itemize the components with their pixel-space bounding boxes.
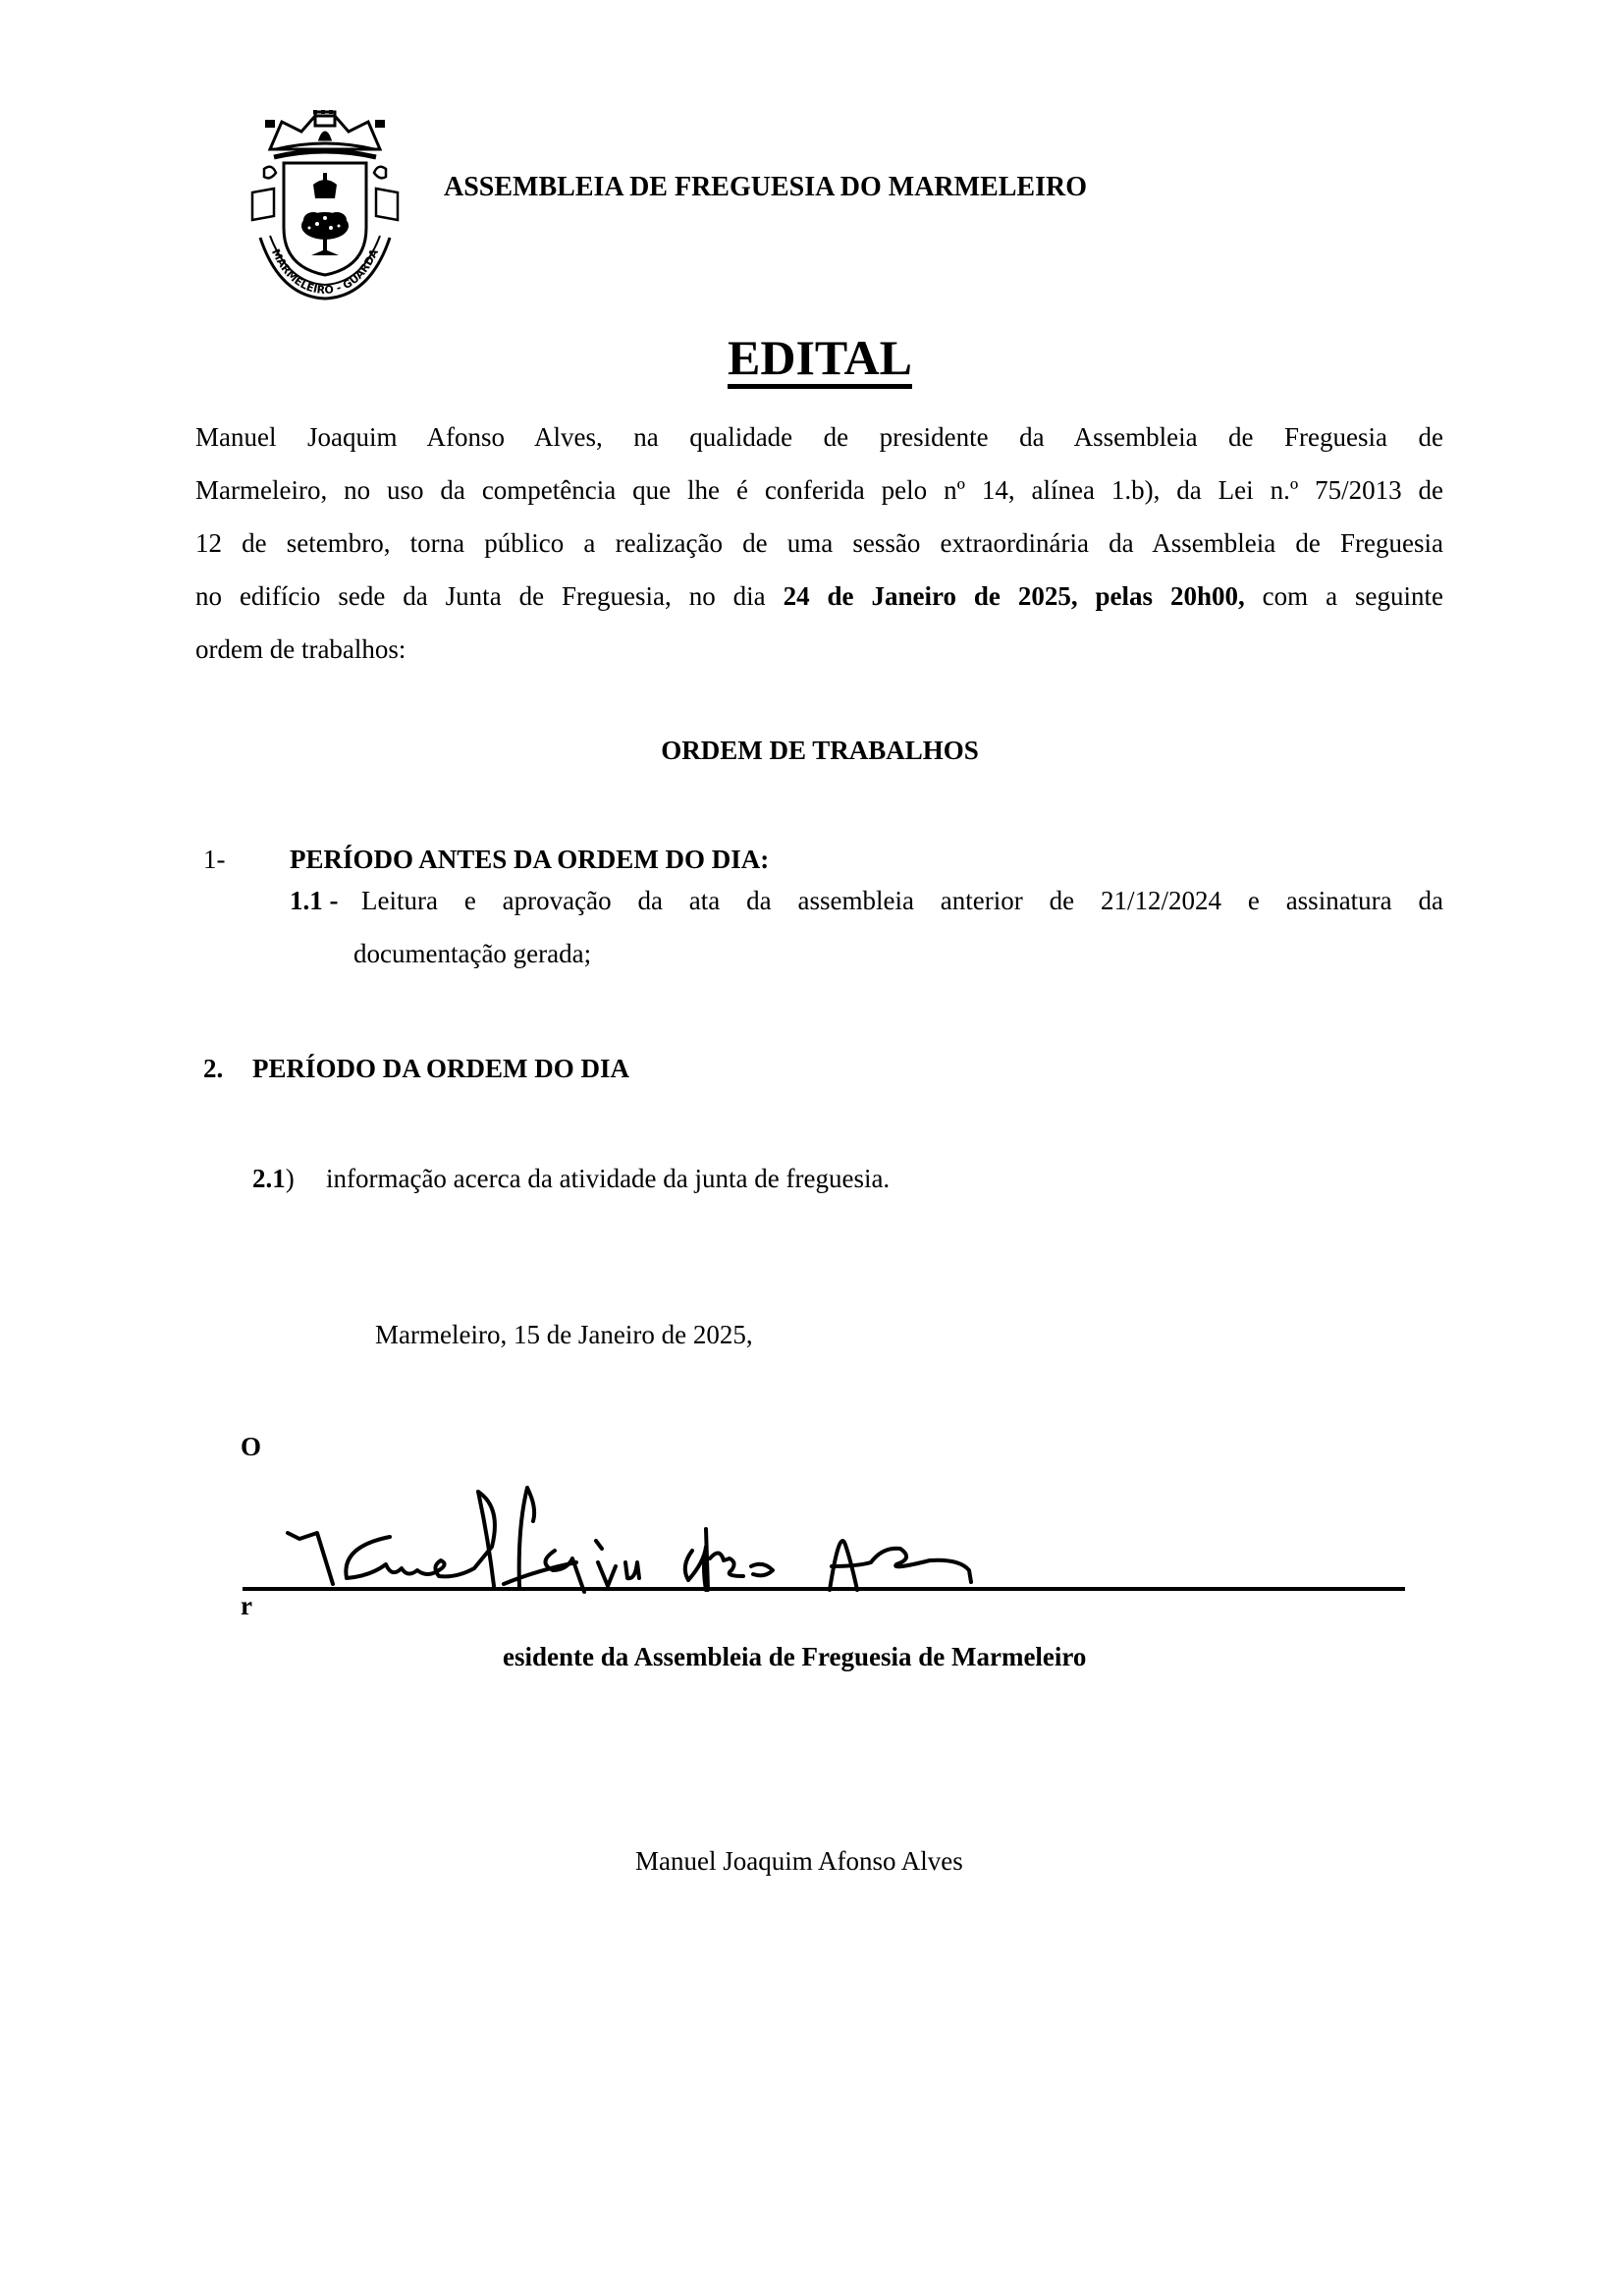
signatory-role: esidente da Assembleia de Freguesia de Marmeleiro — [503, 1642, 1087, 1671]
signature-prefix-bottom: r — [241, 1591, 252, 1620]
intro-line — [195, 464, 1443, 517]
intro-emphasis: 24 de Janeiro de 2025, pelas 20h00, — [783, 581, 1245, 611]
agenda-title: ORDEM DE TRABALHOS — [661, 736, 979, 765]
intro-line — [195, 517, 1443, 570]
agenda-item-1-1-line1: Leitura e aprovação da ata da assembleia anterior de 21/12/2024 e assinatura da — [361, 886, 1443, 915]
handwritten-signature-icon — [243, 1468, 1411, 1596]
document-title — [0, 330, 1624, 389]
intro-line — [195, 570, 1443, 623]
agenda-item-1-1-number: 1.1 - — [290, 886, 339, 915]
agenda-item-2-1-number: 2.1 — [252, 1164, 286, 1193]
organization-name: ASSEMBLEIA DE FREGUESIA DO MARMELEIRO — [444, 172, 1088, 202]
agenda-item-1-1-line2: documentação gerada; — [353, 939, 592, 968]
agenda-item-2-1-text: informação acerca da atividade da junta de freguesia. — [326, 1164, 891, 1193]
logo-motto: MARMELEIRO - GUARDA — [268, 246, 382, 298]
intro-text: Marmeleiro, no uso da competência que lhe é conferida pelo nº 14, alínea 1.b), da Lei n.º 75/2013 de — [195, 475, 1443, 505]
agenda-item-2-1-paren: ) — [285, 1164, 295, 1193]
signature-prefix-top: O — [241, 1432, 262, 1461]
coat-of-arms-logo — [241, 110, 409, 302]
intro-text: 12 de setembro, torna público a realização de uma sessão extraordinária da Assembleia de Freguesia — [195, 528, 1443, 558]
agenda-item-2-number: 2. — [203, 1054, 224, 1083]
place-date: Marmeleiro, 15 de Janeiro de 2025, — [375, 1320, 753, 1349]
signature-line — [243, 1587, 1405, 1591]
agenda-item-2-1 — [252, 1161, 295, 1196]
intro-line — [195, 410, 1443, 464]
intro-line — [195, 623, 1443, 676]
intro-text: ordem de trabalhos: — [195, 634, 406, 664]
agenda-item-1-number: 1- — [203, 845, 226, 874]
intro-text: Manuel Joaquim Afonso Alves, na qualidade de presidente da Assembleia de Freguesia de — [195, 422, 1443, 452]
intro-text: no edifício sede da Junta de Freguesia, no dia — [195, 581, 784, 611]
coat-of-arms-icon — [241, 110, 409, 302]
agenda-item-1-title: PERÍODO ANTES DA ORDEM DO DIA: — [290, 845, 770, 874]
signatory-name: Manuel Joaquim Afonso Alves — [635, 1846, 963, 1876]
document-title-text: EDITAL — [728, 333, 912, 389]
agenda-item-1-1-text — [361, 874, 1443, 927]
intro-text: com a seguinte — [1244, 581, 1443, 611]
intro-paragraph — [195, 410, 1443, 676]
agenda-item-2-title: PERÍODO DA ORDEM DO DIA — [252, 1054, 630, 1083]
